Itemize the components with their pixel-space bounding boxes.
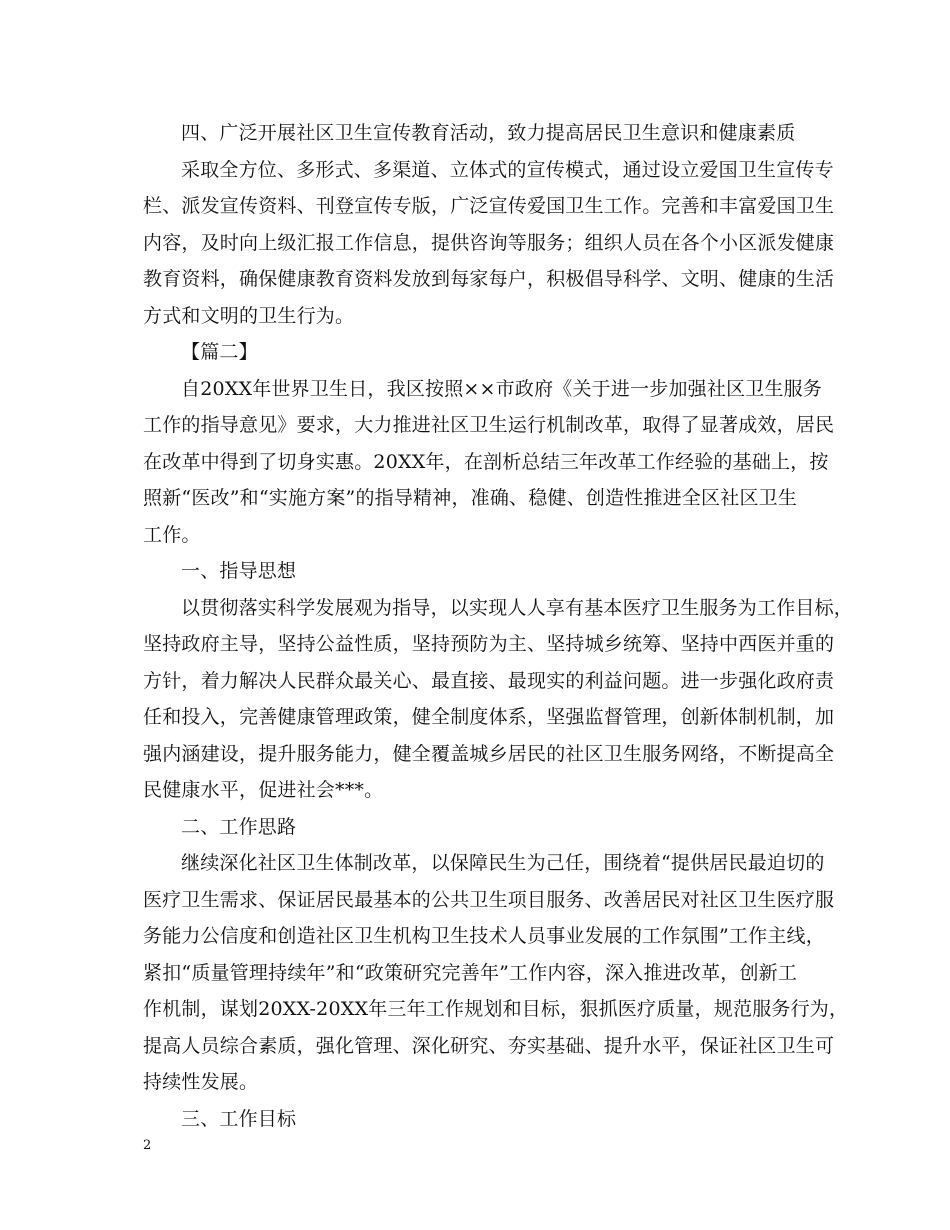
text-line: 任和投入，完善健康管理政策，健全制度体系，坚强监督管理，创新体制机制，加: [143, 706, 835, 728]
text-line: 方针，着力解决人民群众最关心、最直接、最现实的利益问题。进一步强化政府责: [143, 669, 835, 692]
text-line: 内容，及时向上级汇报工作信息，提供咨询等服务；组织人员在各个小区派发健康: [143, 231, 835, 254]
text-line: 栏、派发宣传资料、刊登宣传专版，广泛宣传爱国卫生工作。完善和丰富爱国卫生: [143, 195, 835, 217]
text-line: 方式和文明的卫生行为。: [143, 304, 355, 327]
text-line: 紧扣“质量管理持续年”和“政策研究完善年”工作内容，深入推进改革，创新工: [143, 961, 798, 984]
text-line: 坚持政府主导，坚持公益性质，坚持预防为主、坚持城乡统筹、坚持中西医并重的: [143, 633, 835, 655]
text-line: 采取全方位、多形式、多渠道、立体式的宣传模式，通过设立爱国卫生宣传专: [181, 158, 834, 181]
text-line: 【篇二】: [181, 341, 258, 363]
page-number: 2: [143, 1138, 152, 1153]
text-line: 工作的指导意见》要求，大力推进社区卫生运行机制改革，取得了显著成效，居民: [143, 414, 835, 436]
text-line: 民健康水平，促进社会***。: [143, 779, 384, 801]
text-line: 继续深化社区卫生体制改革，以保障民生为己任，围绕着“提供居民最迫切的: [181, 852, 825, 874]
text-line: 一、指导思想: [181, 560, 297, 582]
text-line: 提高人员综合素质，强化管理、深化研究、夯实基础、提升水平，保证社区卫生可: [143, 1034, 835, 1057]
text-line: 工作。: [143, 523, 201, 546]
text-line: 医疗卫生需求、保证居民最基本的公共卫生项目服务、改善居民对社区卫生医疗服: [143, 888, 835, 911]
text-line: 三、工作目标: [181, 1107, 297, 1130]
text-line: 照新“医改”和“实施方案”的指导精神，准确、稳健、创造性推进全区社区卫生: [143, 487, 798, 509]
text-line: 务能力公信度和创造社区卫生机构卫生技术人员事业发展的工作氛围”工作主线，: [143, 925, 825, 947]
text-line: 四、广泛开展社区卫生宣传教育活动，致力提高居民卫生意识和健康素质: [181, 122, 796, 144]
text-line: 作机制，谋划20XX-20XX年三年工作规划和目标，狠抓医疗质量，规范服务行为，: [143, 998, 849, 1020]
text-line: 二、工作思路: [181, 815, 297, 838]
text-line: 以贯彻落实科学发展观为指导，以实现人人享有基本医疗卫生服务为工作目标，: [181, 596, 854, 619]
text-line: 在改革中得到了切身实惠。20XX年，在剖析总结三年改革工作经验的基础上，按: [143, 450, 829, 473]
text-line: 自20XX年世界卫生日，我区按照××市政府《关于进一步加强社区卫生服务: [181, 377, 823, 400]
text-line: 强内涵建设，提升服务能力，健全覆盖城乡居民的社区卫生服务网络，不断提高全: [143, 742, 835, 765]
text-line: 教育资料，确保健康教育资料发放到每家每户，积极倡导科学、文明、健康的生活: [143, 268, 835, 290]
text-line: 持续性发展。: [143, 1071, 259, 1093]
document-body: [143, 115, 854, 1137]
